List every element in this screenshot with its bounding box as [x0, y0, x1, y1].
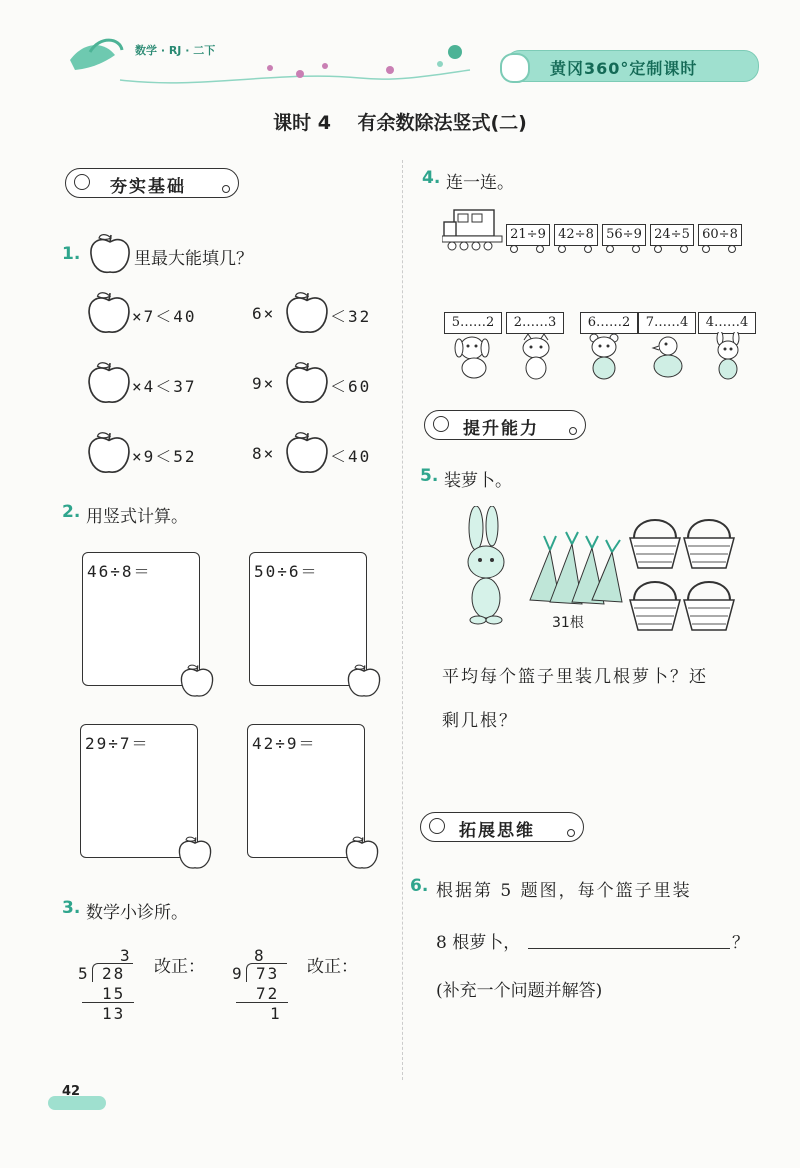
question-note: (补充一个问题并解答)	[436, 981, 603, 1001]
question-number: 3.	[62, 898, 81, 918]
result-text: 6……2	[587, 315, 631, 330]
inequality-text: ×7＜40	[132, 307, 197, 326]
train-cars	[506, 224, 746, 254]
apple-answer-slot[interactable]	[86, 430, 132, 476]
question-text: 连一连。	[446, 173, 514, 193]
carrot-count-label: 31根	[552, 615, 584, 631]
question-line: 8 根萝卜，	[436, 933, 521, 953]
badge-circle-icon	[500, 53, 530, 83]
inequality-text: 6×	[252, 304, 276, 323]
apple-answer-slot[interactable]	[284, 290, 330, 336]
apple-icon	[88, 232, 132, 276]
correction-label: 改正：	[154, 957, 205, 977]
apple-answer-slot[interactable]	[284, 430, 330, 476]
basket-icon	[682, 572, 736, 632]
result-text: 2……3	[513, 315, 557, 330]
question-text: 数学小诊所。	[86, 903, 188, 923]
banner-dot-icon	[569, 427, 577, 435]
banner-dot-icon	[222, 185, 230, 193]
carrot-pile-icon	[520, 530, 630, 610]
inequality-text: 9×	[252, 374, 276, 393]
inequality-text: ＜32	[330, 307, 372, 326]
quotient: 8	[254, 946, 266, 965]
dividend: 73	[256, 964, 280, 983]
dividend: 28	[102, 964, 126, 983]
calc-box[interactable]	[249, 552, 367, 686]
correction-label: 改正：	[307, 957, 358, 977]
dog-icon	[450, 332, 494, 382]
bear-icon	[582, 332, 626, 382]
question-1	[62, 232, 392, 482]
remainder: 1	[270, 1004, 282, 1023]
apple-answer-slot[interactable]	[86, 290, 132, 336]
inequality-text: ＜60	[330, 377, 372, 396]
result-tag[interactable]	[580, 312, 638, 334]
cat-icon	[514, 332, 558, 382]
rabbit-icon	[706, 332, 750, 382]
page-title: 课时 4 有余数除法竖式(二)	[273, 112, 527, 134]
header	[0, 20, 800, 100]
bird-decoration	[60, 30, 480, 90]
question-number: 4.	[422, 168, 441, 188]
question-number: 6.	[410, 876, 429, 896]
apple-icon	[344, 835, 380, 871]
product: 72	[256, 984, 280, 1003]
result-tag[interactable]	[698, 312, 756, 334]
question-4	[420, 168, 770, 388]
question-2	[62, 502, 392, 872]
calc-expression: 29÷7＝	[85, 734, 150, 753]
question-text: 用竖式计算。	[86, 507, 188, 527]
page-number: 42	[62, 1084, 81, 1099]
result-tag[interactable]	[638, 312, 696, 334]
quotient: 3	[120, 946, 132, 965]
question-3	[62, 898, 392, 1038]
expression-text: 42÷8	[558, 227, 594, 242]
calc-expression: 42÷9＝	[252, 734, 317, 753]
result-text: 7……4	[645, 315, 689, 330]
train-car-expression[interactable]	[698, 224, 742, 246]
question-line: 剩几根？	[442, 711, 518, 731]
calc-expression: 50÷6＝	[254, 562, 319, 581]
train-car-expression[interactable]	[506, 224, 550, 246]
banner-ring-icon	[429, 818, 445, 834]
result-tag[interactable]	[506, 312, 564, 334]
remainder: 13	[102, 1004, 126, 1023]
basket-icon	[628, 510, 682, 570]
section-title: 提升能力	[463, 419, 539, 439]
section-banner-expand	[420, 812, 584, 842]
train-car-expression[interactable]	[650, 224, 694, 246]
expression-text: 24÷5	[654, 227, 690, 242]
apple-answer-slot[interactable]	[284, 360, 330, 406]
result-text: 5……2	[451, 315, 495, 330]
calc-expression: 46÷8＝	[87, 562, 152, 581]
question-mark: ？	[732, 933, 749, 953]
expression-text: 21÷9	[510, 227, 546, 242]
subtraction-line	[236, 1002, 288, 1003]
section-banner-improve	[424, 410, 586, 440]
subtraction-line	[82, 1002, 134, 1003]
answer-blank[interactable]	[528, 948, 730, 949]
banner-ring-icon	[74, 174, 90, 190]
page-number-tab	[48, 1084, 108, 1114]
banner-dot-icon	[567, 829, 575, 837]
apple-icon	[177, 835, 213, 871]
train-car-expression[interactable]	[554, 224, 598, 246]
chick-icon	[644, 332, 688, 382]
result-text: 4……4	[705, 315, 749, 330]
question-line: 根据第 5 题图，每个篮子里装	[436, 881, 692, 901]
calc-box[interactable]	[80, 724, 198, 858]
header-brand-text: 黄冈360°定制课时	[550, 59, 698, 78]
section-title: 夯实基础	[110, 177, 186, 197]
calc-box[interactable]	[82, 552, 200, 686]
inequality-text: 8×	[252, 444, 276, 463]
inequality-text: ×9＜52	[132, 447, 197, 466]
question-number: 5.	[420, 466, 439, 486]
banner-ring-icon	[433, 416, 449, 432]
header-subject: 数学 · RJ · 二下	[135, 44, 216, 57]
question-text: 里最大能填几？	[134, 249, 253, 269]
section-title: 拓展思维	[459, 821, 535, 841]
train-wheels	[506, 244, 746, 254]
question-text: 装萝卜。	[444, 471, 512, 491]
section-banner-basic	[65, 168, 239, 198]
expression-text: 56÷9	[606, 227, 642, 242]
inequality-text: ＜40	[330, 447, 372, 466]
train-locomotive-icon	[442, 206, 504, 252]
column-divider	[402, 160, 403, 1080]
apple-answer-slot[interactable]	[86, 360, 132, 406]
basket-icon	[628, 572, 682, 632]
basket-icon	[682, 510, 736, 570]
apple-icon	[179, 663, 215, 699]
divisor: 9	[232, 964, 244, 983]
question-line: 平均每个篮子里装几根萝卜？还	[442, 667, 708, 687]
question-number: 1.	[62, 244, 81, 264]
result-tag[interactable]	[444, 312, 502, 334]
inequality-text: ×4＜37	[132, 377, 197, 396]
calc-box[interactable]	[247, 724, 365, 858]
train-car-expression[interactable]	[602, 224, 646, 246]
rabbit-illustration	[456, 506, 516, 626]
long-division-b	[232, 946, 312, 1026]
expression-text: 60÷8	[702, 227, 738, 242]
question-5	[420, 466, 770, 736]
question-number: 2.	[62, 502, 81, 522]
header-brand-badge	[505, 50, 759, 82]
long-division-a	[78, 946, 158, 1026]
question-6	[410, 874, 770, 1004]
product: 15	[102, 984, 126, 1003]
divisor: 5	[78, 964, 90, 983]
apple-icon	[346, 663, 382, 699]
